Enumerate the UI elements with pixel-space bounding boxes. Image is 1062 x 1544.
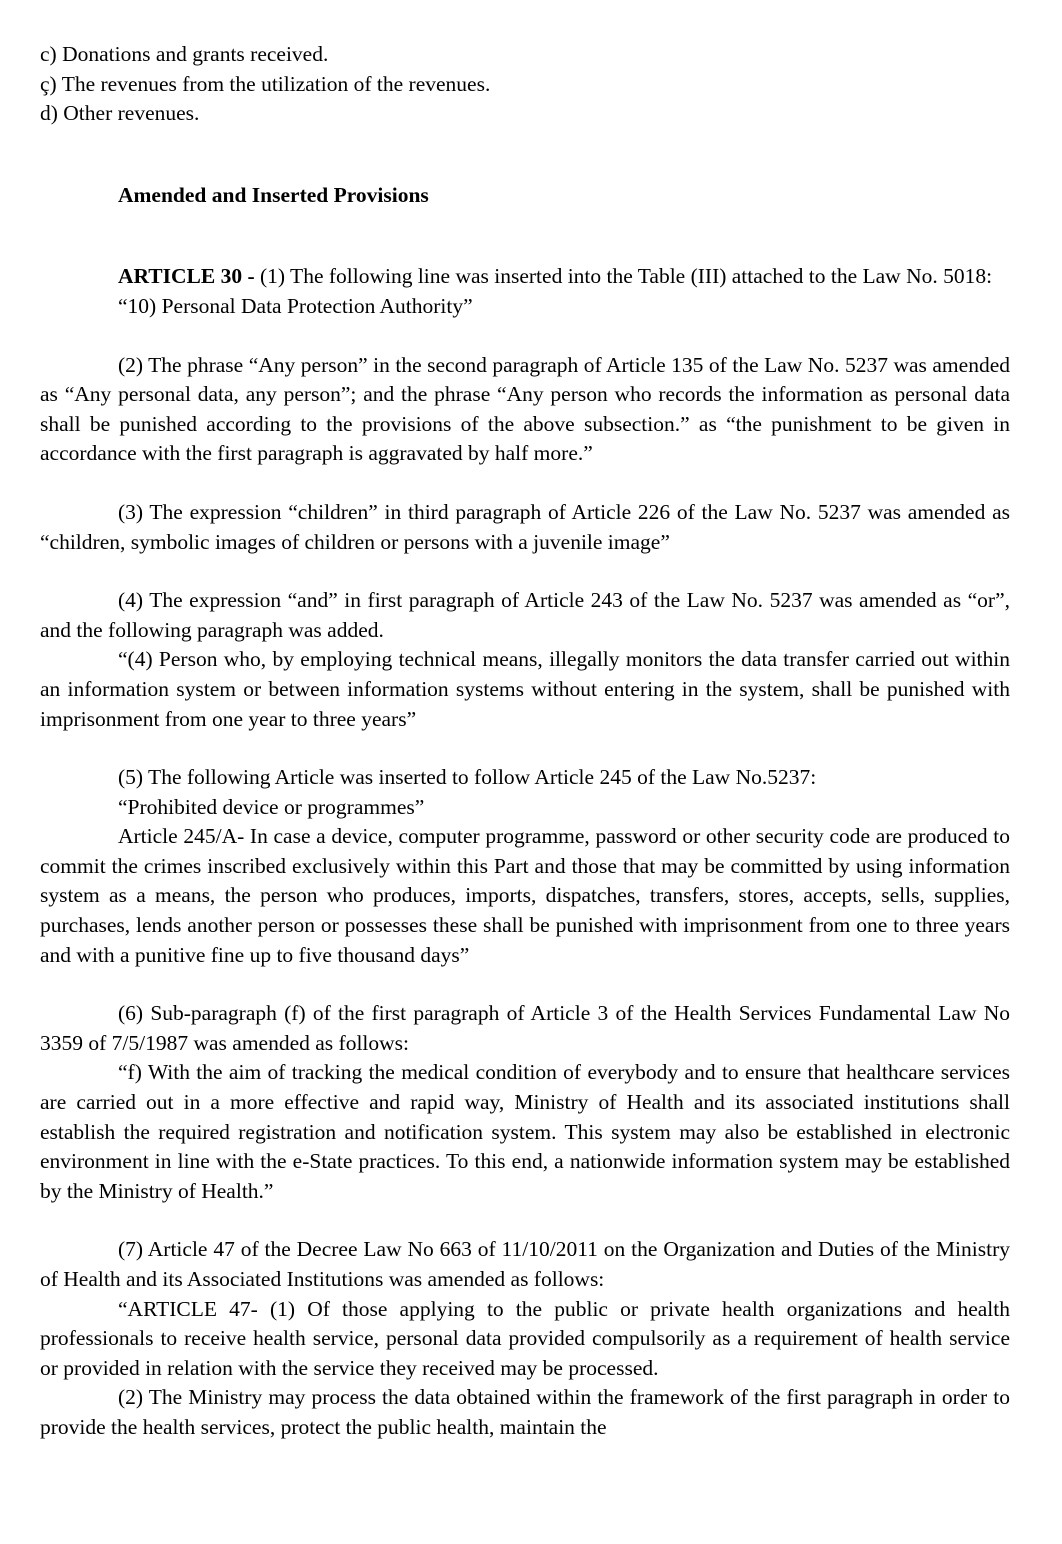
article-30-para-6-block: [40, 999, 1010, 1206]
article-30-para-5-body: Article 245/A- In case a device, computer programme, password or other security code are produced to commit the crimes inscribed exclusively within this Part and those that may be committed by using information system as a means, the person who produces, imports, dispatches, transfers, stores, accepts, sells, supplies, purchases, lends another person or possesses these shall be punished with imprisonment from one to three years and with a punitive fine up to five thousand days”: [40, 824, 1010, 967]
list-item: ç) The revenues from the utilization of the revenues.: [40, 71, 491, 96]
spacer: [40, 469, 1010, 498]
spacer: [40, 129, 1010, 159]
article-30-para-4-block: [40, 586, 1010, 734]
spacer: [40, 970, 1010, 999]
article-30-para-7-quote-2: (2) The Ministry may process the data obtained within the framework of the first paragraph in order to provide the health services, protect the public health, maintain the: [40, 1385, 1010, 1439]
article-30-para-2: (2) The phrase “Any person” in the second paragraph of Article 135 of the Law No. 5237 was amended as “Any personal data, any person”; and the phrase “Any person who records the information as personal data shall be punished according to the provisions of the above subsection.” as “the punishment to be given in accordance with the first paragraph is aggravated by half more.”: [40, 352, 1010, 466]
article-30-para-3-block: [40, 498, 1010, 557]
spacer: [40, 734, 1010, 763]
spacer: [40, 210, 1010, 240]
article-30-para-4: (4) The expression “and” in first paragraph of Article 243 of the Law No. 5237 was amended as “or”, and the following paragraph was added.: [40, 588, 1010, 642]
spacer: [40, 240, 1010, 262]
article-30-para-5: (5) The following Article was inserted to follow Article 245 of the Law No.5237:: [118, 765, 817, 790]
section-heading: Amended and Inserted Provisions: [118, 182, 429, 207]
spacer: [40, 1206, 1010, 1235]
spacer: [40, 159, 1010, 181]
spacer: [40, 322, 1010, 351]
article-30-para-7: (7) Article 47 of the Decree Law No 663 of 11/10/2011 on the Organization and Duties of the Ministry of Health and its Associated Institutions was amended as follows:: [40, 1237, 1010, 1291]
article-30-para-2-block: [40, 351, 1010, 469]
spacer: [40, 557, 1010, 586]
list-item: d) Other revenues.: [40, 101, 200, 126]
article-30-para-7-quote-1: “ARTICLE 47- (1) Of those applying to the public or private health organizations and health professionals to receive health service, personal data provided compulsorily as a requirement of health service or provided in relation with the service they received may be processed.: [40, 1296, 1010, 1380]
article-30-para-6-quote: “f) With the aim of tracking the medical condition of everybody and to ensure that healthcare services are carried out in a more effective and rapid way, Ministry of Health and its associated institutions shall establish the required registration and notification system. This system may also be established in electronic environment in line with the e-State practices. To this end, a nationwide information system may be established by the Ministry of Health.”: [40, 1060, 1010, 1203]
article-30-para-5-quote-title: “Prohibited device or programmes”: [118, 794, 425, 819]
article-30-label: ARTICLE 30 -: [118, 264, 260, 289]
article-30-para-6: (6) Sub-paragraph (f) of the first paragraph of Article 3 of the Health Services Fundamental Law No 3359 of 7/5/1987 was amended as follows:: [40, 1001, 1010, 1055]
article-30-quote-1: “10) Personal Data Protection Authority”: [118, 293, 473, 318]
revenue-list: [40, 40, 1010, 129]
article-30-para-7-block: [40, 1235, 1010, 1442]
article-30-para-1-text: (1) The following line was inserted into the Table (III) attached to the Law No. 5018:: [260, 264, 993, 289]
list-item: c) Donations and grants received.: [40, 42, 329, 66]
article-30-para-3: (3) The expression “children” in third paragraph of Article 226 of the Law No. 5237 was amended as “children, symbolic images of children or persons with a juvenile image”: [40, 499, 1010, 554]
article-30-para-5-block: [40, 763, 1010, 970]
article-30-para-4-quote: “(4) Person who, by employing technical means, illegally monitors the data transfer carried out within an information system or between information systems without entering in the system, shall be punished with imprisonment from one year to three years”: [40, 647, 1010, 731]
article-30-block: [40, 262, 1010, 321]
article-30-para-1: [40, 262, 1010, 292]
